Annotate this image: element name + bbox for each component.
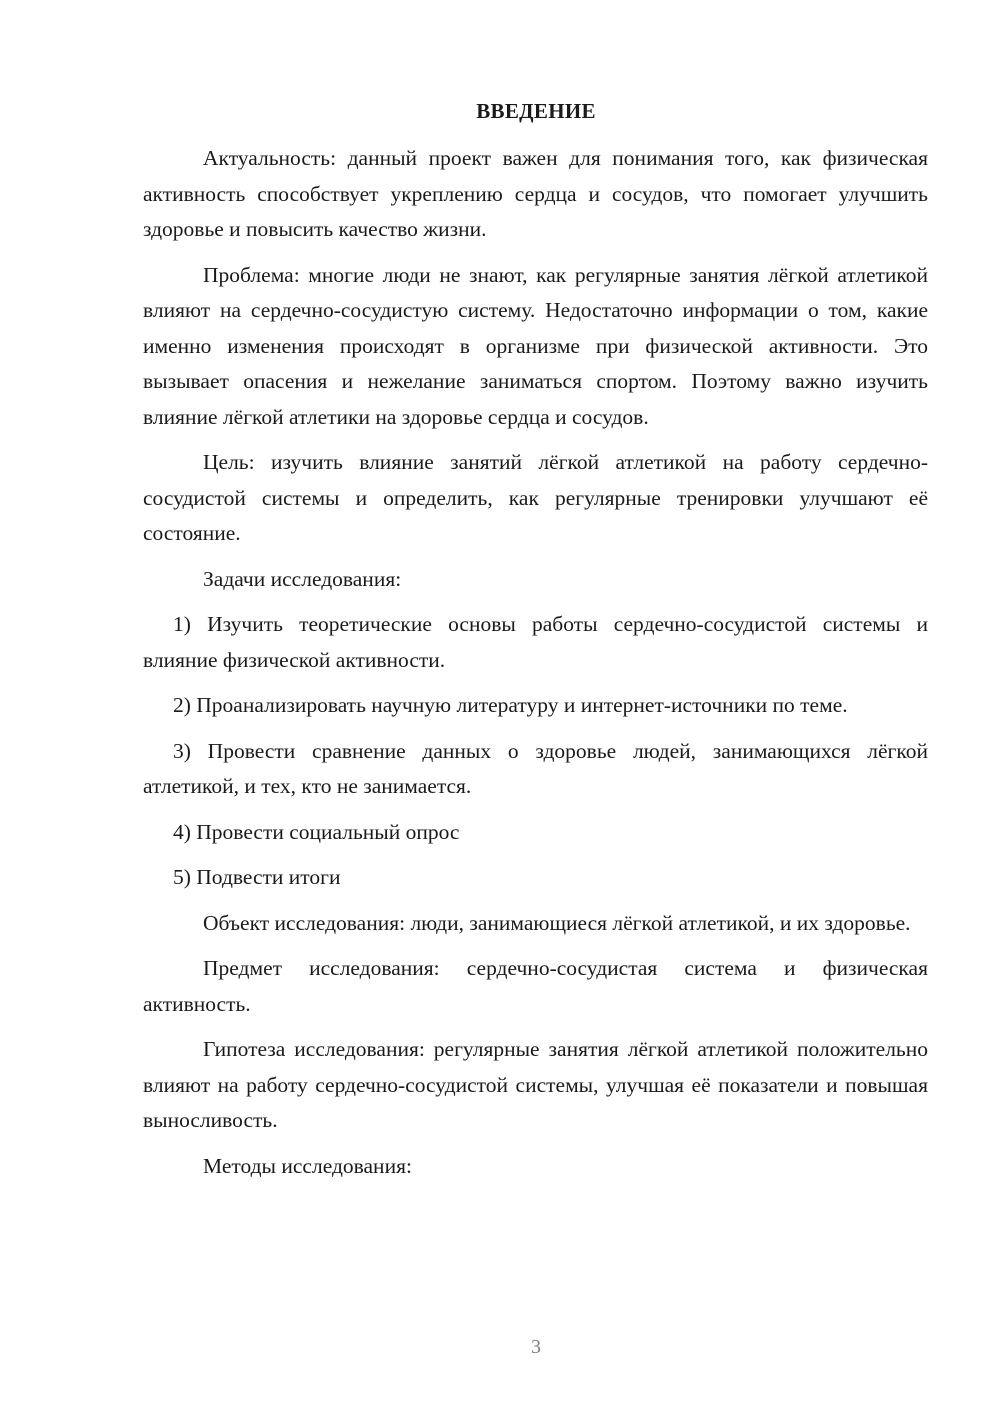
paragraph-object: Объект исследования: люди, занимающиеся лёгкой атлетикой, и их здоровье. bbox=[203, 910, 911, 935]
page-number: 3 bbox=[531, 1336, 541, 1358]
list-item-task-3: 3) Провести сравнение данных о здоровье людей, занимающихся лёгкой атлетикой, и тех, кто не занимается. bbox=[143, 738, 928, 798]
paragraph-methods-heading: Методы исследования: bbox=[203, 1153, 412, 1178]
paragraph-relevance: Актуальность: данный проект важен для понимания того, как физическая активность способствует укреплению сердца и сосудов, что помогает улучшить здоровье и повысить качество жизни. bbox=[143, 146, 928, 241]
section-title: ВВЕДЕНИЕ bbox=[476, 99, 596, 123]
list-item-task-2: 2) Проанализировать научную литературу и интернет-источники по теме. bbox=[173, 693, 848, 717]
paragraph-problem: Проблема: многие люди не знают, как регулярные занятия лёгкой атлетикой влияют на сердечно-сосудистую систему. Недостаточно информации о том, какие именно изменения происходят в организме при физической активности. Это вызывает опасения и нежелание заниматься спортом. Поэтому важно изучить влияние лёгкой атлетики на здоровье сердца и сосудов. bbox=[143, 262, 928, 429]
paragraph-tasks-heading: Задачи исследования: bbox=[203, 566, 402, 591]
list-item-task-1: 1) Изучить теоретические основы работы сердечно-сосудистой системы и влияние физической активности. bbox=[143, 612, 928, 672]
list-item-task-5: 5) Подвести итоги bbox=[173, 865, 341, 889]
paragraph-subject: Предмет исследования: сердечно-сосудистая система и физическая активность. bbox=[143, 956, 928, 1016]
document-body bbox=[143, 141, 928, 1194]
list-item-task-4: 4) Провести социальный опрос bbox=[173, 819, 460, 844]
paragraph-goal: Цель: изучить влияние занятий лёгкой атлетикой на работу сердечно-сосудистой системы и определить, как регулярные тренировки улучшают её состояние. bbox=[143, 450, 928, 545]
paragraph-hypothesis: Гипотеза исследования: регулярные занятия лёгкой атлетикой положительно влияют на работу сердечно-сосудистой системы, улучшая её показатели и повышая выносливость. bbox=[143, 1037, 928, 1132]
